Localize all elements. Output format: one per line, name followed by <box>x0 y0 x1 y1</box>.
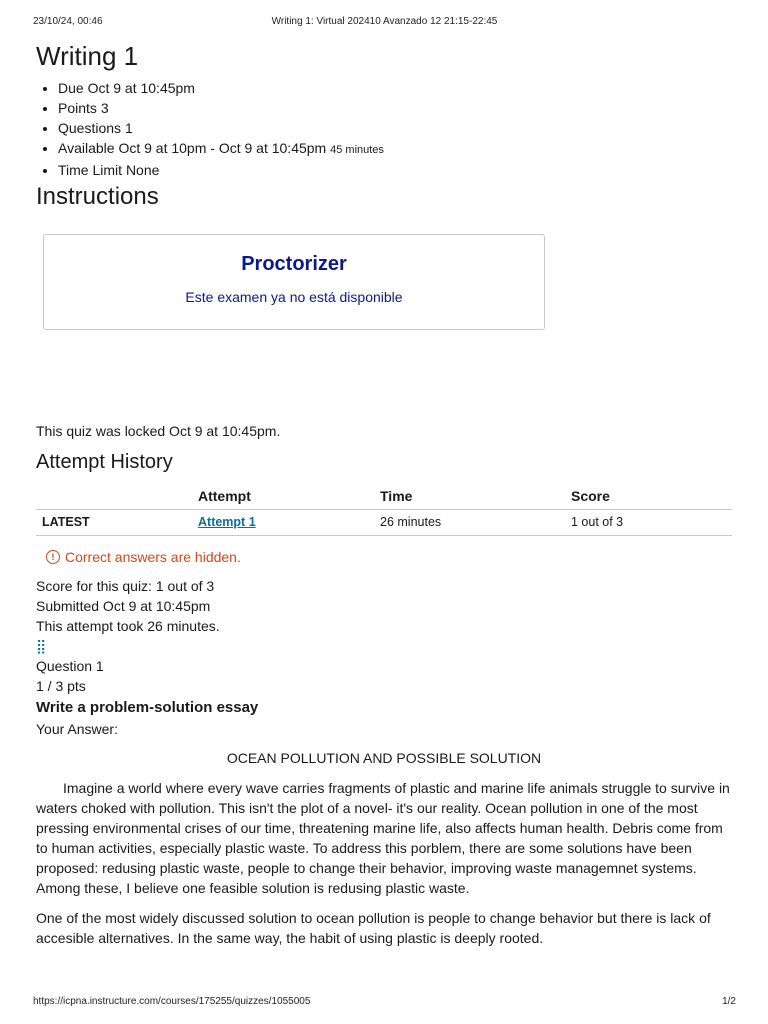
drag-handle-icon[interactable]: ⣿ <box>36 638 45 654</box>
proctorizer-panel <box>43 234 545 330</box>
essay-answer <box>36 748 732 948</box>
attempt-history-heading: Attempt History <box>36 451 173 473</box>
quiz-score: Score for this quiz: 1 out of 3 <box>36 578 215 594</box>
essay-title: OCEAN POLLUTION AND POSSIBLE SOLUTION <box>226 750 542 766</box>
column-header <box>36 484 192 510</box>
print-page-number: 1/2 <box>722 996 736 1007</box>
question-points: 1 / 3 pts <box>36 678 86 694</box>
print-page-title: Writing 1: Virtual 202410 Avanzado 12 21:15-22:45 <box>271 16 498 27</box>
print-date: 23/10/24, 00:46 <box>33 16 103 27</box>
attempt-history-table <box>36 484 732 536</box>
attempt-1-link[interactable]: Attempt 1 <box>198 515 256 529</box>
score-cell: 1 out of 3 <box>565 510 732 536</box>
detail-time-limit: • Time Limit None <box>58 160 732 180</box>
table-row <box>36 510 732 536</box>
submitted-time: Submitted Oct 9 at 10:45pm <box>36 598 211 614</box>
attempt-cell <box>192 510 374 536</box>
available-duration: 45 minutes <box>330 144 384 156</box>
quiz-title: Writing 1 <box>36 41 139 71</box>
essay-paragraph-1: Imagine a world where every wave carries fragments of plastic and marine life animals struggle to survive in waters choked with pollution. This isn't the plot of a novel- it's our reality. Ocean pollution in one of the most pressing environmental crises of our time, threatening marine life, also affects human health. Debris come from to human activities, especially plastic waste. To address this porblem, there are some solutions have been proposed: redusing plastic waste, people to change their behavior, improving waste managemnet systems. Among these, I believe one feasible solution is redusing plastic waste. <box>36 780 730 896</box>
essay-paragraph-2: One of the most widely discussed solution to ocean pollution is people to change behavior but there is lack of accesible alternatives. In the same way, the habit of using plastic is deeply rooted. <box>36 910 711 946</box>
proctorizer-title: Proctorizer <box>241 253 347 275</box>
answers-hidden-notice <box>46 548 732 566</box>
latest-label: LATEST <box>36 510 192 536</box>
column-header-attempt: Attempt <box>192 484 374 510</box>
locked-message: This quiz was locked Oct 9 at 10:45pm. <box>36 423 281 439</box>
column-header-time: Time <box>374 484 565 510</box>
detail-points: • Points 3 <box>58 98 732 118</box>
question-title: Write a problem-solution essay <box>36 699 259 716</box>
answers-hidden-text: Correct answers are hidden. <box>65 549 241 565</box>
quiz-details-list <box>36 78 732 180</box>
proctorizer-message: Este examen ya no está disponible <box>185 289 403 305</box>
instructions-heading: Instructions <box>36 183 159 210</box>
your-answer-label: Your Answer: <box>36 721 118 737</box>
exclamation-circle-icon: ! <box>46 550 60 564</box>
table-header-row <box>36 484 732 510</box>
question-number: Question 1 <box>36 658 104 674</box>
detail-due: • Due Oct 9 at 10:45pm <box>58 78 732 98</box>
quiz-content <box>36 40 732 948</box>
detail-available: • Available Oct 9 at 10pm - Oct 9 at 10:45pm 45 minutes <box>58 138 732 160</box>
column-header-score: Score <box>565 484 732 510</box>
attempt-duration: This attempt took 26 minutes. <box>36 618 220 634</box>
detail-questions: • Questions 1 <box>58 118 732 138</box>
time-cell: 26 minutes <box>374 510 565 536</box>
attempt-summary <box>36 576 732 636</box>
print-url: https://icpna.instructure.com/courses/175255/quizzes/1055005 <box>33 996 311 1007</box>
